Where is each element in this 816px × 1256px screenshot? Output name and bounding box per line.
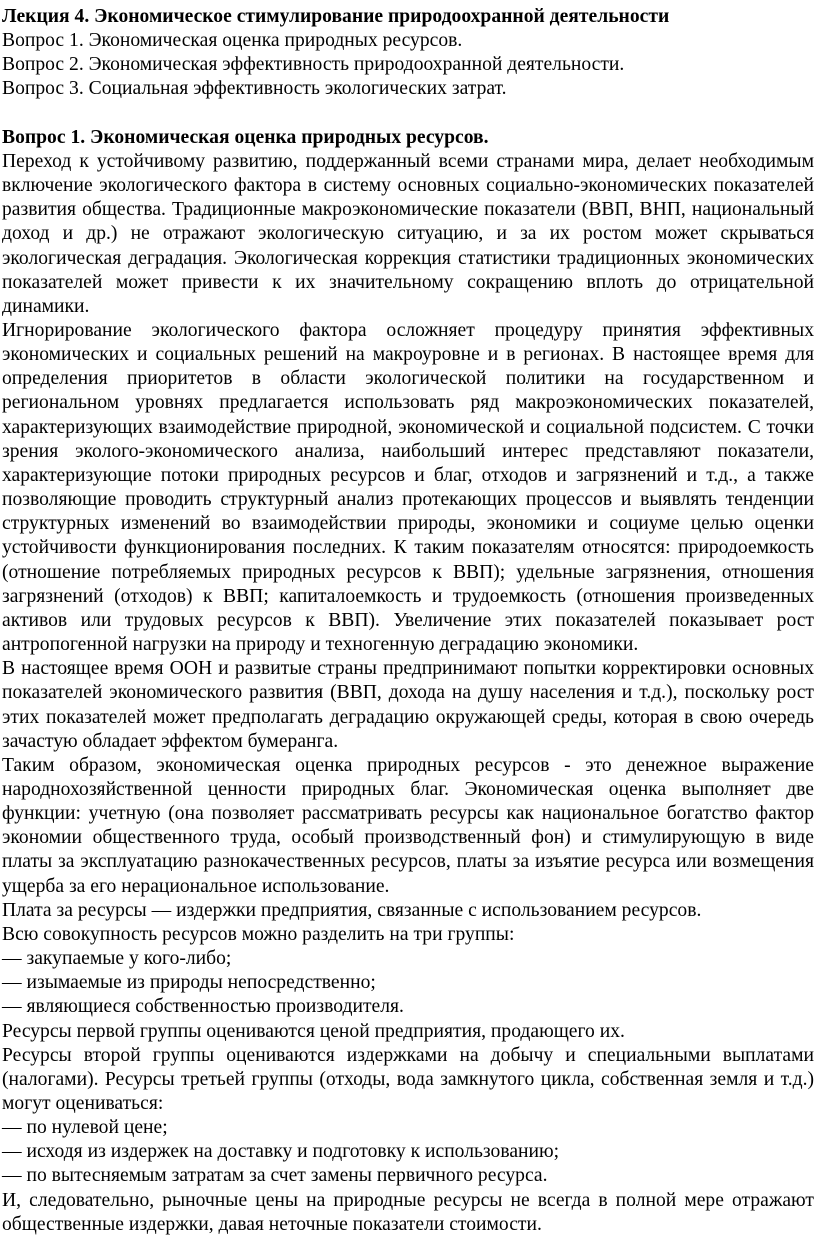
list-item: — изымаемые из природы непосредственно; xyxy=(2,972,376,994)
paragraph: Таким образом, экономическая оценка природных ресурсов - это денежное выражение народнохозяйственной ценности природных благ. Экономическая оценка выполняет две функции: учетную (она позволяет рассматривать ресурсы как национальное богатство фактор экономии общественного труда, особый производственный фон) и стимулирующую в виде платы за эксплуатацию разнокачественных ресурсов, платы за изъятие ресурса или возмещения ущерба за его нерациональное использование. xyxy=(2,754,814,897)
closing-paragraph: И, следовательно, рыночные цены на природные ресурсы не всегда в полной мере отражают общественные издержки, давая неточные показатели стоимости. xyxy=(2,1189,814,1235)
questions-list xyxy=(2,29,814,101)
section-heading: Вопрос 1. Экономическая оценка природных ресурсов. xyxy=(2,126,489,148)
resource-groups-list xyxy=(2,947,814,1019)
question-item: Вопрос 2. Экономическая эффективность природоохранной деятельности. xyxy=(2,54,625,76)
list-item: — по вытесняемым затратам за счет замены первичного ресурса. xyxy=(2,1165,548,1187)
list-item: — исходя из издержек на доставку и подготовку к использованию; xyxy=(2,1141,560,1163)
paragraph: В настоящее время ООН и развитые страны предпринимают попытки корректировки основных показателей экономического развития (ВВП, дохода на душу населения и т.д.), поскольку рост этих показателей может предполагать деградацию окружающей среды, которая в свою очередь зачастую обладает эффектом бумеранга. xyxy=(2,658,814,752)
paragraph: Игнорирование экологического фактора осложняет процедуру принятия эффективных экономических и социальных решений на макроуровне и в регионах. В настоящее время для определения приоритетов в области экологической политики на государственном и региональном уровнях предлагается использовать ряд макроэкономических показателей, характеризующих взаимодействие природной, экономической и социальной подсистем. С точки зрения эколого-экономического анализа, наибольший интерес представляют показатели, характеризующие потоки природных ресурсов и благ, отходов и загрязнений и т.д., а также позволяющие проводить структурный анализ протекающих процессов и выявлять тенденции структурных изменений во взаимодействии природы, экономики и социуме целью оценки устойчивости функционирования последних. К таким показателям относятся: природоемкость (отношение потребляемых природных ресурсов к ВВП); удельные загрязнения, отношения загрязнений (отходов) к ВВП; капиталоемкость и трудоемкость (отношения произведенных активов или трудовых ресурсов к ВВП). Увеличение этих показателей показывает рост антропогенной нагрузки на природу и техногенную деградацию экономики. xyxy=(2,320,814,656)
paragraph: Плата за ресурсы — издержки предприятия, связанные с использованием ресурсов. xyxy=(2,899,702,921)
question-item: Вопрос 1. Экономическая оценка природных ресурсов. xyxy=(2,30,463,52)
blank-line xyxy=(2,102,814,126)
paragraph: Всю совокупность ресурсов можно разделить на три группы: xyxy=(2,923,515,945)
paragraph: Ресурсы первой группы оцениваются ценой предприятия, продающего их. xyxy=(2,1020,625,1042)
question-item: Вопрос 3. Социальная эффективность экологических затрат. xyxy=(2,78,507,100)
list-item: — являющиеся собственностью производителя. xyxy=(2,996,404,1018)
paragraph: Переход к устойчивому развитию, поддержанный всеми странами мира, делает необходимым включение экологического фактора в систему основных социально-экономических показателей развития общества. Традиционные макроэкономические показатели (ВВП, ВНП, национальный доход и др.) не отражают экологическую ситуацию, и за их ростом может скрываться экологическая деградация. Экологическая коррекция статистики традиционных экономических показателей может привести к их значительному сокращению вплоть до отрицательной динамики. xyxy=(2,150,814,317)
list-item: — закупаемые у кого-либо; xyxy=(2,948,232,970)
valuation-methods-list xyxy=(2,1116,814,1188)
list-item: — по нулевой цене; xyxy=(2,1117,168,1139)
paragraph: Ресурсы второй группы оцениваются издержками на добычу и специальными выплатами (налогами). Ресурсы третьей группы (отходы, вода замкнутого цикла, собственная земля и т.д.) могут оцениваться: xyxy=(2,1044,814,1115)
lecture-title: Лекция 4. Экономическое стимулирование природоохранной деятельности xyxy=(2,6,670,27)
